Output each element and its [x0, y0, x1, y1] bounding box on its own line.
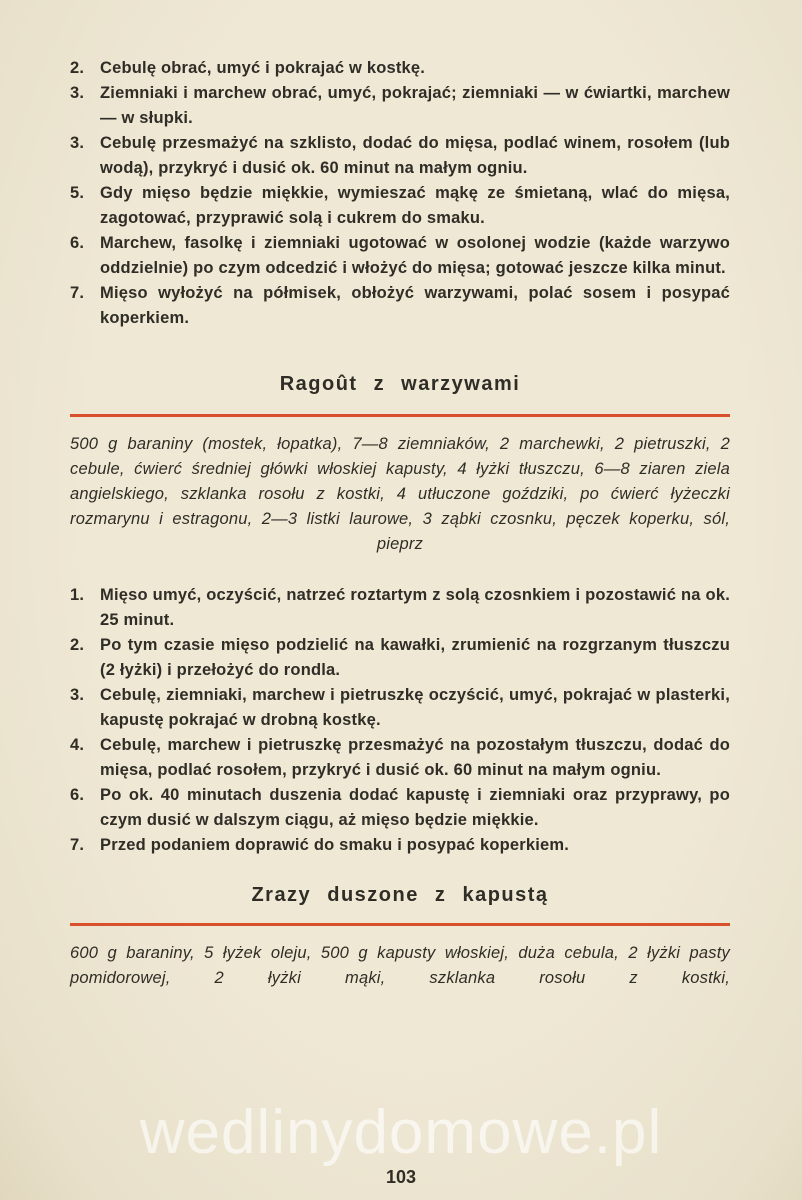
step-text: Marchew, fasolkę i ziemniaki ugotować w osolonej wodzie (każde warzywo oddzielnie) po czym odcedzić i włożyć do mięsa; gotować jeszcze kilka minut. [100, 234, 730, 277]
recipe-title-ragout: Ragoût z warzywami [279, 373, 521, 395]
step-number: 6. [70, 786, 85, 804]
step-number: 3. [70, 84, 85, 102]
step-number: 7. [70, 836, 85, 854]
step-text: Po tym czasie mięso podzielić na kawałki, zrumienić na rozgrzanym tłuszczu (2 łyżki) i przełożyć do rondla. [100, 636, 730, 679]
step-number: 3. [70, 134, 85, 152]
step-number: 7. [70, 284, 85, 302]
page-number: 103 [385, 1167, 417, 1187]
step-item [70, 633, 730, 683]
step-item [70, 833, 730, 858]
watermark-text: wedlinydomowe.pl [139, 1098, 663, 1167]
step-text: Ziemniaki i marchew obrać, umyć, pokrajać; ziemniaki — w ćwiartki, marchew — w słupki. [100, 84, 730, 127]
step-item [70, 733, 730, 783]
step-number: 4. [70, 736, 85, 754]
step-text: Cebulę przesmażyć na szklisto, dodać do mięsa, podlać winem, rosołem (lub wodą), przykryć i dusić ok. 60 minut na małym ogniu. [100, 134, 730, 177]
step-number: 6. [70, 234, 85, 252]
divider-rule [70, 923, 730, 926]
step-item [70, 56, 730, 81]
ingredients-paragraph-ragout: 500 g baraniny (mostek, łopatka), 7—8 ziemniaków, 2 marchewki, 2 pietruszki, 2 cebule, ćwierć średniej główki włoskiej kapusty, 4 łyżki tłuszczu, 6—8 ziaren ziela angielskiego, szklanka rosołu z kostki, 4 utłuczone goździki, po ćwierć łyżeczki rozmarynu i estragonu, 2—3 listki laurowe, 3 ząbki czosnku, pęczek koperku, sól, pieprz [70, 435, 730, 553]
step-number: 3. [70, 686, 85, 704]
step-text: Mięso umyć, oczyścić, natrzeć roztartym z solą czosnkiem i pozostawić na ok. 25 minut. [100, 586, 730, 629]
step-text: Przed podaniem doprawić do smaku i posypać koperkiem. [100, 836, 570, 854]
step-text: Mięso wyłożyć na półmisek, obłożyć warzywami, polać sosem i posypać koperkiem. [100, 284, 730, 327]
recipe-title-zrazy: Zrazy duszone z kapustą [251, 884, 549, 906]
ingredients-paragraph-zrazy: 600 g baraniny, 5 łyżek oleju, 500 g kapusty włoskiej, duża cebula, 2 łyżki pasty pomidorowej, 2 łyżki mąki, szklanka rosołu z kostki, [70, 944, 730, 987]
step-text: Gdy mięso będzie miękkie, wymieszać mąkę ze śmietaną, wlać do mięsa, zagotować, przyprawić solą i cukrem do smaku. [100, 184, 730, 227]
step-item [70, 81, 730, 131]
step-item [70, 783, 730, 833]
step-item [70, 231, 730, 281]
step-number: 2. [70, 59, 85, 77]
step-text: Cebulę obrać, umyć i pokrajać w kostkę. [100, 59, 426, 77]
ragout-steps-list [70, 583, 730, 858]
step-item [70, 281, 730, 331]
intro-steps-list [70, 56, 730, 331]
step-item [70, 583, 730, 633]
step-item [70, 181, 730, 231]
step-item [70, 683, 730, 733]
step-number: 5. [70, 184, 85, 202]
step-number: 2. [70, 636, 85, 654]
divider-rule [70, 414, 730, 417]
step-text: Cebulę, ziemniaki, marchew i pietruszkę oczyścić, umyć, pokrajać w plasterki, kapustę pokrajać w drobną kostkę. [100, 686, 730, 729]
step-number: 1. [70, 586, 85, 604]
step-text: Po ok. 40 minutach duszenia dodać kapustę i ziemniaki oraz przyprawy, po czym dusić w dalszym ciągu, aż mięso będzie miękkie. [100, 786, 730, 829]
step-item [70, 131, 730, 181]
step-text: Cebulę, marchew i pietruszkę przesmażyć na pozostałym tłuszczu, dodać do mięsa, podlać rosołem, przykryć i dusić ok. 60 minut na małym ogniu. [100, 736, 730, 779]
